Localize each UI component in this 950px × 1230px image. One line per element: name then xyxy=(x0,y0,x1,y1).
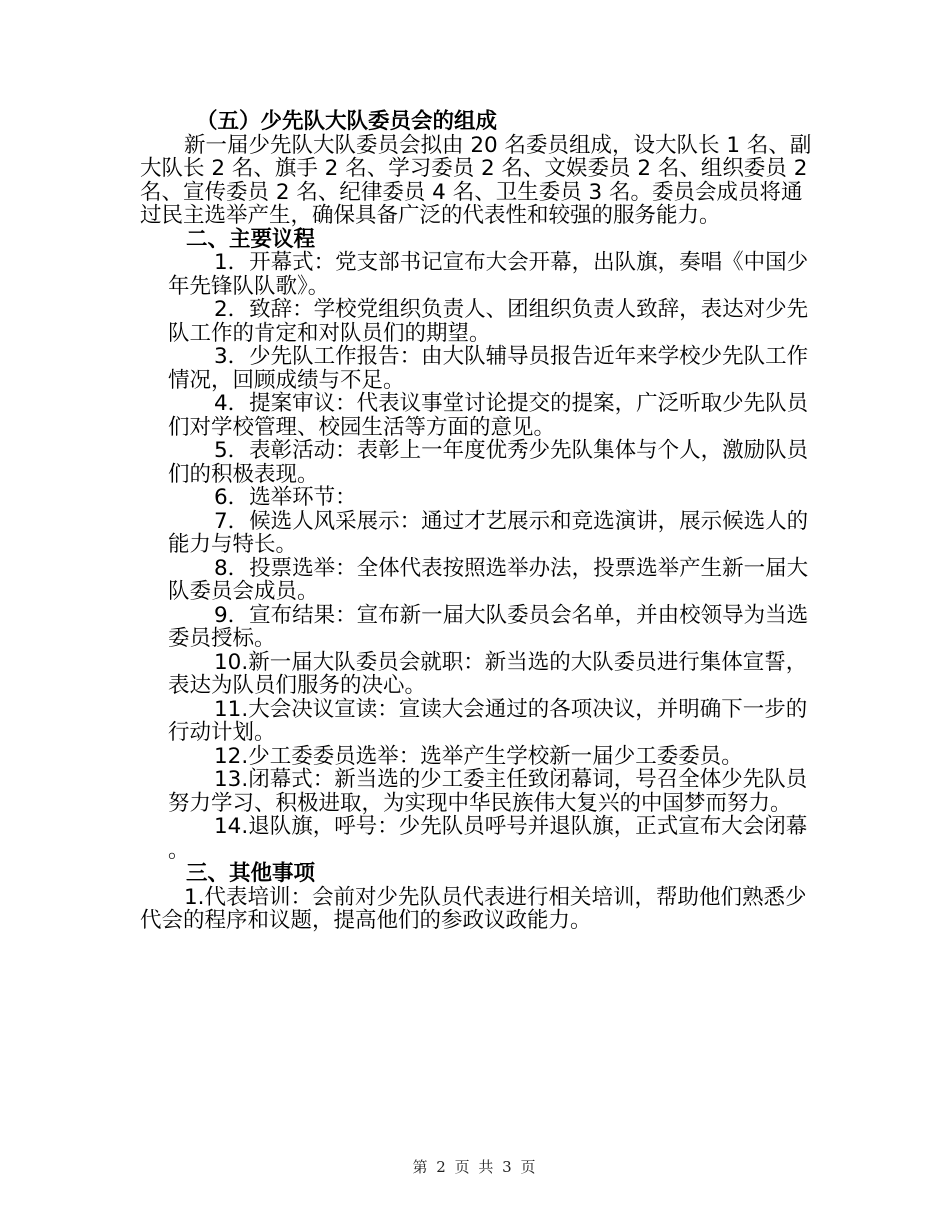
agenda-item-1: 1．开幕式：党支部书记宣布大会开幕，出队旗，奏唱《中国少年先锋队队歌》。 xyxy=(168,250,809,299)
training-paragraph: 1.代表培训：会前对少先队员代表进行相关培训，帮助他们熟悉少代会的程序和议题，提高他们的参政议政能力。 xyxy=(140,884,807,933)
agenda-item-12: 12.少工委委员选举：选举产生学校新一届少工委委员。 xyxy=(214,743,743,769)
agenda-item-11: 11.大会决议宣读：宣读大会通过的各项决议，并明确下一步的行动计划。 xyxy=(168,696,808,745)
agenda-item-6: 6．选举环节： xyxy=(214,485,357,510)
agenda-item-8: 8．投票选举：全体代表按照选举办法，投票选举产生新一届大队委员会成员。 xyxy=(168,555,809,604)
agenda-heading: 二、主要议程 xyxy=(186,226,316,252)
agenda-item-10: 10.新一届大队委员会就职：新当选的大队委员进行集体宣誓，表达为队员们服务的决心。 xyxy=(168,649,808,698)
agenda-item-13: 13.闭幕式：新当选的少工委主任致闭幕词，号召全体少先队员努力学习、积极进取，为实现中华民族伟大复兴的中国梦而努力。 xyxy=(168,767,808,816)
agenda-item-9: 9．宣布结果：宣布新一届大队委员会名单，并由校领导为当选委员授标。 xyxy=(168,602,809,651)
agenda-item-2: 2．致辞：学校党组织负责人、团组织负责人致辞，表达对少先队工作的肯定和对队员们的期望。 xyxy=(168,297,809,346)
document-body xyxy=(140,110,820,933)
page-number-footer: 第 2 页 共 3 页 xyxy=(412,1158,538,1176)
agenda-item-4: 4．提案审议：代表议事堂讨论提交的提案，广泛听取少先队员们对学校管理、校园生活等方面的意见。 xyxy=(168,391,809,440)
agenda-item-14: 14.退队旗，呼号：少先队员呼号并退队旗，正式宣布大会闭幕。 xyxy=(168,814,808,863)
committee-paragraph: 新一届少先队大队委员会拟由 20 名委员组成，设大队长 1 名、副大队长 2 名、旗手 2 名、学习委员 2 名、文娱委员 2 名、组织委员 2 名、宣传委员 2 名、纪律委员 4 名、卫生委员 3 名。委员会成员将通过民主选举产生，确保具备广泛的代表性和较强的服务能力。 xyxy=(140,132,812,228)
agenda-item-5: 5．表彰活动：表彰上一年度优秀少先队集体与个人，激励队员们的积极表现。 xyxy=(168,438,809,487)
agenda-item-3: 3．少先队工作报告：由大队辅导员报告近年来学校少先队工作情况，回顾成绩与不足。 xyxy=(168,344,809,393)
agenda-item-7: 7．候选人风采展示：通过才艺展示和竞选演讲，展示候选人的能力与特长。 xyxy=(168,508,809,557)
other-heading: 三、其他事项 xyxy=(186,861,316,886)
section-heading-5: （五）少先队大队委员会的组成 xyxy=(196,109,498,134)
